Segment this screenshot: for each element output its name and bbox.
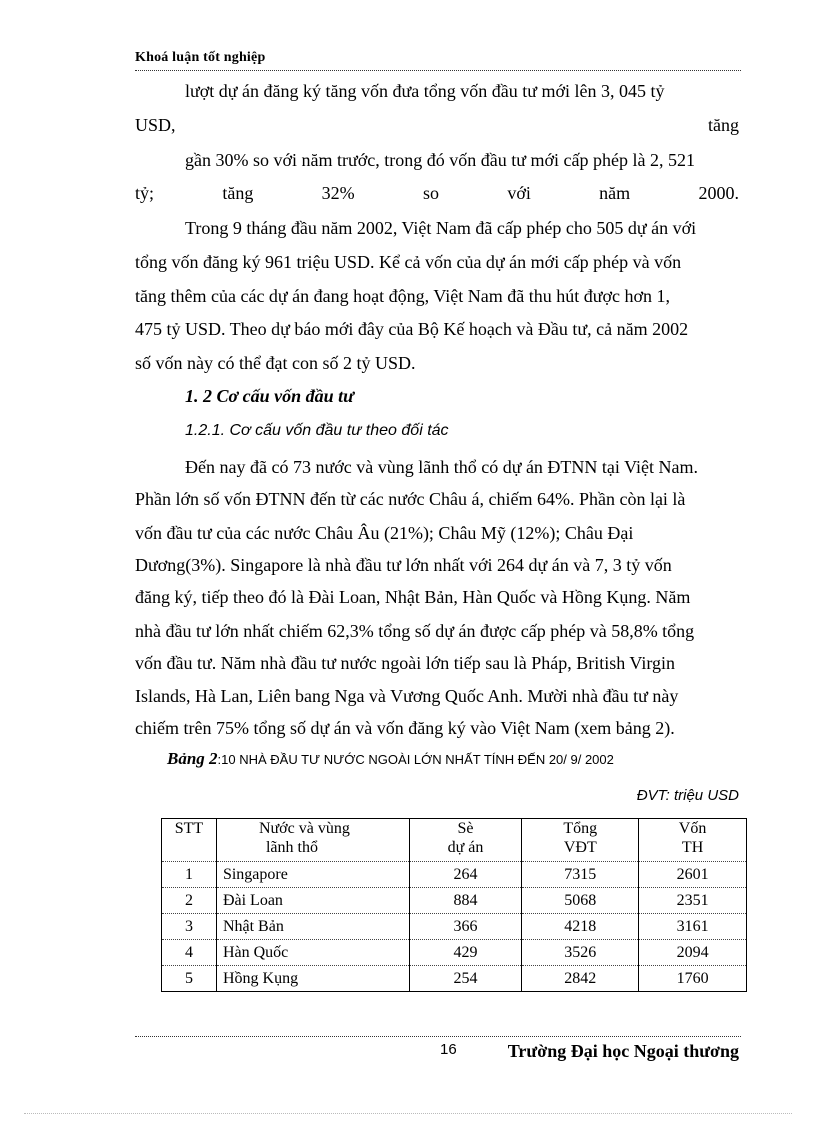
body-line: chiếm trên 75% tổng số dự án và vốn đăng ký vào Việt Nam (xem bảng 2). bbox=[135, 718, 675, 738]
cell-implemented: 3161 bbox=[639, 914, 747, 940]
cell-projects: 366 bbox=[409, 914, 522, 940]
investor-table bbox=[161, 818, 747, 992]
section-heading: 1. 2 Cơ cấu vốn đầu tư bbox=[185, 386, 354, 406]
body-line: Islands, Hà Lan, Liên bang Nga và Vương Quốc Anh. Mười nhà đầu tư này bbox=[135, 686, 679, 706]
cell-country: Nhật Bản bbox=[216, 914, 409, 940]
header-total-capital: Tổng VĐT bbox=[522, 819, 639, 862]
table-caption bbox=[167, 749, 614, 769]
cell-total: 2842 bbox=[522, 966, 639, 992]
body-line: lượt dự án đăng ký tăng vốn đưa tổng vốn đầu tư mới lên 3, 045 tỷ bbox=[185, 81, 665, 101]
footer-school-name: Trường Đại học Ngoại thương bbox=[507, 1041, 739, 1061]
body-line: vốn đầu tư. Năm nhà đầu tư nước ngoài lớn tiếp sau là Pháp, British Virgin bbox=[135, 653, 675, 673]
body-line: USD, tăng bbox=[135, 115, 739, 135]
cell-country: Hồng Kụng bbox=[216, 966, 409, 992]
cell-total: 4218 bbox=[522, 914, 639, 940]
table-row bbox=[162, 940, 747, 966]
body-line: tổng vốn đăng ký 961 triệu USD. Kể cả vốn của dự án mới cấp phép và vốn bbox=[135, 252, 682, 272]
cell-stt: 1 bbox=[162, 862, 217, 888]
header-implemented-capital: Vốn TH bbox=[639, 819, 747, 862]
body-line: gần 30% so với năm trước, trong đó vốn đầu tư mới cấp phép là 2, 521 bbox=[185, 150, 695, 170]
cell-total: 5068 bbox=[522, 888, 639, 914]
body-line: Trong 9 tháng đầu năm 2002, Việt Nam đã cấp phép cho 505 dự án với bbox=[185, 218, 697, 238]
cell-total: 7315 bbox=[522, 862, 639, 888]
body-line: tỷ; tăng 32% so với năm 2000. bbox=[135, 183, 739, 203]
cell-country: Đài Loan bbox=[216, 888, 409, 914]
body-line: số vốn này có thể đạt con số 2 tỷ USD. bbox=[135, 353, 416, 373]
cell-stt: 2 bbox=[162, 888, 217, 914]
cell-country: Hàn Quốc bbox=[216, 940, 409, 966]
table-caption-lead: Bảng 2 bbox=[167, 749, 218, 768]
table-caption-text: :10 NHÀ ĐẦU TƯ NƯỚC NGOÀI LỚN NHẤT TÍNH ĐẾN 20/ 9/ 2002 bbox=[217, 752, 614, 767]
body-line: Đến nay đã có 73 nước và vùng lãnh thổ có dự án ĐTNN tại Việt Nam. bbox=[185, 457, 698, 477]
body-line: đăng ký, tiếp theo đó là Đài Loan, Nhật Bản, Hàn Quốc và Hồng Kụng. Năm bbox=[135, 587, 691, 607]
page-number: 16 bbox=[440, 1041, 457, 1058]
cell-projects: 429 bbox=[409, 940, 522, 966]
body-line: vốn đầu tư của các nước Châu Âu (21%); Châu Mỹ (12%); Châu Đại bbox=[135, 523, 634, 543]
cell-country: Singapore bbox=[216, 862, 409, 888]
cell-stt: 4 bbox=[162, 940, 217, 966]
page-bottom-divider bbox=[24, 1113, 792, 1114]
header-projects: Sè dự án bbox=[409, 819, 522, 862]
table-row bbox=[162, 888, 747, 914]
running-header: Khoá luận tốt nghiệp bbox=[135, 50, 266, 65]
footer-divider bbox=[135, 1036, 741, 1037]
table-row bbox=[162, 914, 747, 940]
cell-projects: 264 bbox=[409, 862, 522, 888]
cell-total: 3526 bbox=[522, 940, 639, 966]
cell-implemented: 2094 bbox=[639, 940, 747, 966]
table-row bbox=[162, 862, 747, 888]
cell-implemented: 2601 bbox=[639, 862, 747, 888]
cell-implemented: 1760 bbox=[639, 966, 747, 992]
header-stt: STT bbox=[162, 819, 217, 862]
header-divider bbox=[135, 70, 741, 71]
body-line: nhà đầu tư lớn nhất chiếm 62,3% tổng số dự án được cấp phép và 58,8% tổng bbox=[135, 621, 695, 641]
subsection-heading: 1.2.1. Cơ cấu vốn đầu tư theo đối tác bbox=[185, 422, 449, 439]
body-line: Dương(3%). Singapore là nhà đầu tư lớn nhất với 264 dự án và 7, 3 tỷ vốn bbox=[135, 555, 672, 575]
cell-projects: 884 bbox=[409, 888, 522, 914]
table-header-row bbox=[162, 819, 747, 862]
table-row bbox=[162, 966, 747, 992]
cell-stt: 3 bbox=[162, 914, 217, 940]
cell-projects: 254 bbox=[409, 966, 522, 992]
table-unit: ĐVT: triệu USD bbox=[636, 787, 739, 804]
cell-stt: 5 bbox=[162, 966, 217, 992]
cell-implemented: 2351 bbox=[639, 888, 747, 914]
body-line: Phần lớn số vốn ĐTNN đến từ các nước Châu á, chiếm 64%. Phần còn lại là bbox=[135, 489, 686, 509]
body-line: tăng thêm của các dự án đang hoạt động, Việt Nam đã thu hút được hơn 1, bbox=[135, 286, 670, 306]
header-country: Nước và vùng lãnh thổ bbox=[216, 819, 409, 862]
body-line: 475 tỷ USD. Theo dự báo mới đây của Bộ Kế hoạch và Đầu tư, cả năm 2002 bbox=[135, 319, 689, 339]
